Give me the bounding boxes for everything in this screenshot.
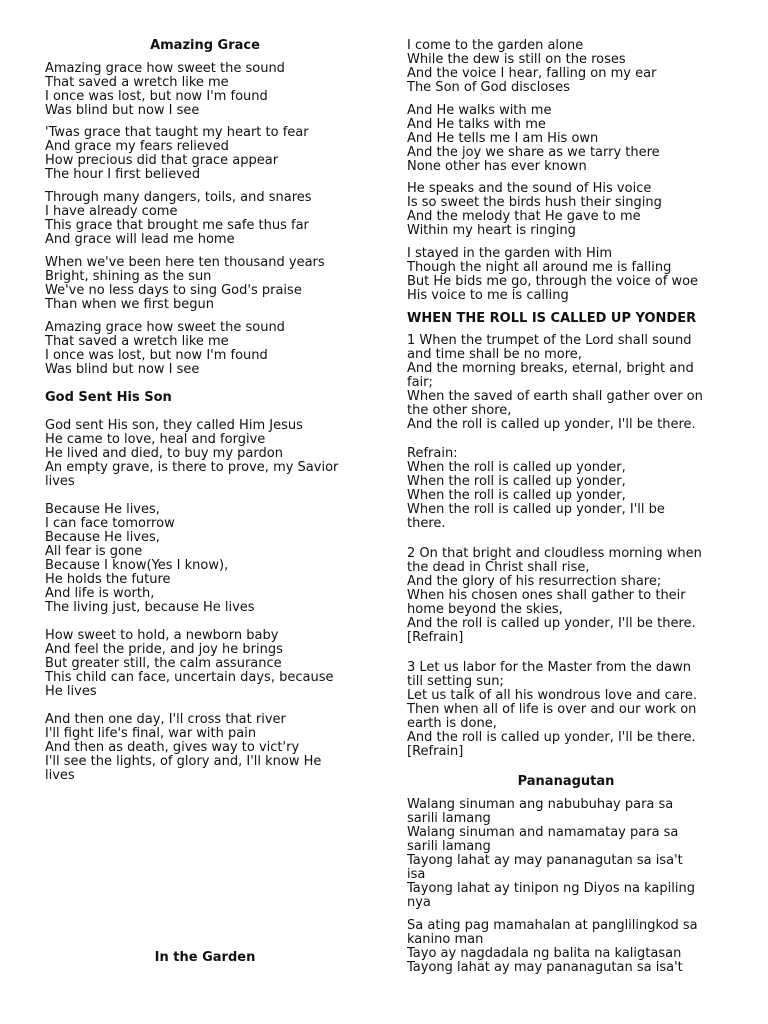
roll-verse-1 xyxy=(407,334,725,432)
lyric-line: And He walks with me xyxy=(407,103,552,118)
lyric-line: Because He lives, xyxy=(45,530,160,545)
song-title-roll-called: WHEN THE ROLL IS CALLED UP YONDER xyxy=(407,311,697,326)
lyric-line: I can face tomorrow xyxy=(45,516,175,531)
lyric-line: Refrain: xyxy=(407,446,458,461)
lyric-line: And the roll is called up yonder, I'll be there. xyxy=(407,730,696,745)
lyric-line: Tayong lahat ay may pananagutan sa isa't xyxy=(407,853,683,868)
lyric-line: isa xyxy=(407,867,426,882)
lyric-line: Was blind but now I see xyxy=(45,362,200,377)
lyric-line: kanino man xyxy=(407,932,484,947)
lyric-line: there. xyxy=(407,516,446,531)
roll-verse-3 xyxy=(407,661,725,759)
lyric-line: He lives xyxy=(45,684,97,699)
lyric-line: And grace will lead me home xyxy=(45,232,235,247)
lyric-line: When the roll is called up yonder, xyxy=(407,474,626,489)
lyric-line: An empty grave, is there to prove, my Savior xyxy=(45,460,339,475)
lyric-line: When the roll is called up yonder, I'll be xyxy=(407,502,665,517)
lyric-line: the dead in Christ shall rise, xyxy=(407,560,590,575)
lyric-line: [Refrain] xyxy=(407,630,464,645)
lyric-line: He lived and died, to buy my pardon xyxy=(45,446,283,461)
lyric-line: That saved a wretch like me xyxy=(45,75,229,90)
lyric-line: And then one day, I'll cross that river xyxy=(45,712,286,727)
lyric-line: lives xyxy=(45,768,75,783)
lyric-line: He holds the future xyxy=(45,572,171,587)
lyric-line: He speaks and the sound of His voice xyxy=(407,181,652,196)
lyric-line: I once was lost, but now I'm found xyxy=(45,348,268,363)
garden-verse-3 xyxy=(407,247,725,303)
lyric-line: Tayong lahat ay tinipon ng Diyos na kapiling xyxy=(407,881,695,896)
song-title-god-sent-his-son: God Sent His Son xyxy=(45,390,172,405)
lyric-line: And the roll is called up yonder, I'll be there. xyxy=(407,616,696,631)
lyric-line: How precious did that grace appear xyxy=(45,153,279,168)
song-title-pananagutan: Pananagutan xyxy=(517,774,615,789)
lyric-line: All fear is gone xyxy=(45,544,143,559)
lyric-line: Sa ating pag mamahalan at panglilingkod sa xyxy=(407,918,698,933)
lyric-line: The living just, because He lives xyxy=(45,600,255,615)
lyric-line: The hour I first believed xyxy=(45,167,201,182)
lyric-line: I'll see the lights, of glory and, I'll know He xyxy=(45,754,322,769)
amazing-grace-verse-4 xyxy=(45,256,365,312)
lyric-line: He came to love, heal and forgive xyxy=(45,432,266,447)
lyric-line: And the glory of his resurrection share; xyxy=(407,574,662,589)
garden-chorus xyxy=(407,104,725,174)
lyric-line: And the joy we share as we tarry there xyxy=(407,145,660,160)
lyric-line: I'll fight life's final, war with pain xyxy=(45,726,257,741)
lyric-line: Amazing grace how sweet the sound xyxy=(45,61,285,76)
lyric-line: And feel the pride, and joy he brings xyxy=(45,642,283,657)
lyric-line: Walang sinuman and namamatay para sa xyxy=(407,825,679,840)
lyric-line: When the roll is called up yonder, xyxy=(407,460,626,475)
lyric-line: 1 When the trumpet of the Lord shall sound xyxy=(407,333,692,348)
roll-refrain xyxy=(407,447,725,531)
lyric-line: We've no less days to sing God's praise xyxy=(45,283,302,298)
lyric-line: Is so sweet the birds hush their singing xyxy=(407,195,662,210)
god-sent-verse-3 xyxy=(45,713,365,783)
god-sent-chorus xyxy=(45,503,365,615)
lyric-line: When his chosen ones shall gather to their xyxy=(407,588,686,603)
lyric-line: 2 On that bright and cloudless morning when xyxy=(407,546,702,561)
lyric-line: The Son of God discloses xyxy=(407,80,570,95)
lyric-line: Because He lives, xyxy=(45,502,160,517)
lyric-line: That saved a wretch like me xyxy=(45,334,229,349)
pananagutan-verse-2 xyxy=(407,919,725,975)
lyric-line: When the saved of earth shall gather over on xyxy=(407,389,703,404)
lyric-line: Tayo ay nagdadala ng balita na kaligtasan xyxy=(407,946,682,961)
lyric-line: How sweet to hold, a newborn baby xyxy=(45,628,279,643)
lyric-line: Than when we first begun xyxy=(45,297,215,312)
lyric-line: When the roll is called up yonder, xyxy=(407,488,626,503)
lyric-line: nya xyxy=(407,895,431,910)
lyric-line: earth is done, xyxy=(407,716,497,731)
lyric-line: 3 Let us labor for the Master from the dawn xyxy=(407,660,691,675)
lyric-line: God sent His son, they called Him Jesus xyxy=(45,418,303,433)
lyric-line: And the roll is called up yonder, I'll be there. xyxy=(407,417,696,432)
lyric-line: 'Twas grace that taught my heart to fear xyxy=(45,125,309,140)
lyric-line: Bright, shining as the sun xyxy=(45,269,212,284)
lyric-line: I once was lost, but now I'm found xyxy=(45,89,268,104)
lyric-line: home beyond the skies, xyxy=(407,602,563,617)
song-title-in-the-garden: In the Garden xyxy=(154,950,256,965)
lyric-line: His voice to me is calling xyxy=(407,288,569,303)
lyric-line: I stayed in the garden with Him xyxy=(407,246,613,261)
lyric-line: Because I know(Yes I know), xyxy=(45,558,229,573)
lyric-line: But He bids me go, through the voice of woe xyxy=(407,274,699,289)
garden-verse-2 xyxy=(407,182,725,238)
lyric-line: sarili lamang xyxy=(407,811,491,826)
lyric-line: And the melody that He gave to me xyxy=(407,209,641,224)
lyric-line: Through many dangers, toils, and snares xyxy=(45,190,312,205)
lyric-line: Was blind but now I see xyxy=(45,103,200,118)
lyric-line: And He talks with me xyxy=(407,117,546,132)
lyric-line: Amazing grace how sweet the sound xyxy=(45,320,285,335)
lyric-line: I have already come xyxy=(45,204,178,219)
lyric-line: Let us talk of all his wondrous love and care. xyxy=(407,688,697,703)
lyric-line: But greater still, the calm assurance xyxy=(45,656,282,671)
lyric-line: till setting sun; xyxy=(407,674,504,689)
garden-verse-1 xyxy=(407,39,725,95)
amazing-grace-verse-3 xyxy=(45,191,365,247)
lyric-line: And the morning breaks, eternal, bright and xyxy=(407,361,694,376)
amazing-grace-verse-2 xyxy=(45,126,365,182)
lyric-line: And grace my fears relieved xyxy=(45,139,229,154)
lyric-line: And then as death, gives way to vict'ry xyxy=(45,740,300,755)
god-sent-verse-1 xyxy=(45,419,365,489)
lyric-line: When we've been here ten thousand years xyxy=(45,255,325,270)
song-title-amazing-grace: Amazing Grace xyxy=(150,38,260,53)
amazing-grace-verse-1 xyxy=(45,62,365,118)
lyric-line: Walang sinuman ang nabubuhay para sa xyxy=(407,797,674,812)
lyric-line: While the dew is still on the roses xyxy=(407,52,626,67)
lyric-line: lives xyxy=(45,474,75,489)
lyric-line: Tayong lahat ay may pananagutan sa isa't xyxy=(407,960,683,975)
lyric-line: This child can face, uncertain days, because xyxy=(45,670,334,685)
lyric-line: Then when all of life is over and our work on xyxy=(407,702,697,717)
amazing-grace-verse-5 xyxy=(45,321,365,377)
lyric-line: This grace that brought me safe thus far xyxy=(45,218,309,233)
lyric-line: [Refrain] xyxy=(407,744,464,759)
lyric-line: I come to the garden alone xyxy=(407,38,584,53)
lyric-line: And the voice I hear, falling on my ear xyxy=(407,66,657,81)
god-sent-verse-2 xyxy=(45,629,365,699)
lyric-line: the other shore, xyxy=(407,403,512,418)
lyric-line: Within my heart is ringing xyxy=(407,223,576,238)
pananagutan-verse-1 xyxy=(407,798,725,910)
lyric-line: and time shall be no more, xyxy=(407,347,582,362)
lyric-line: None other has ever known xyxy=(407,159,587,174)
lyric-line: sarili lamang xyxy=(407,839,491,854)
lyric-line: fair; xyxy=(407,375,433,390)
lyric-line: Though the night all around me is falling xyxy=(407,260,672,275)
roll-verse-2 xyxy=(407,547,725,645)
lyric-line: And He tells me I am His own xyxy=(407,131,599,146)
lyric-line: And life is worth, xyxy=(45,586,155,601)
